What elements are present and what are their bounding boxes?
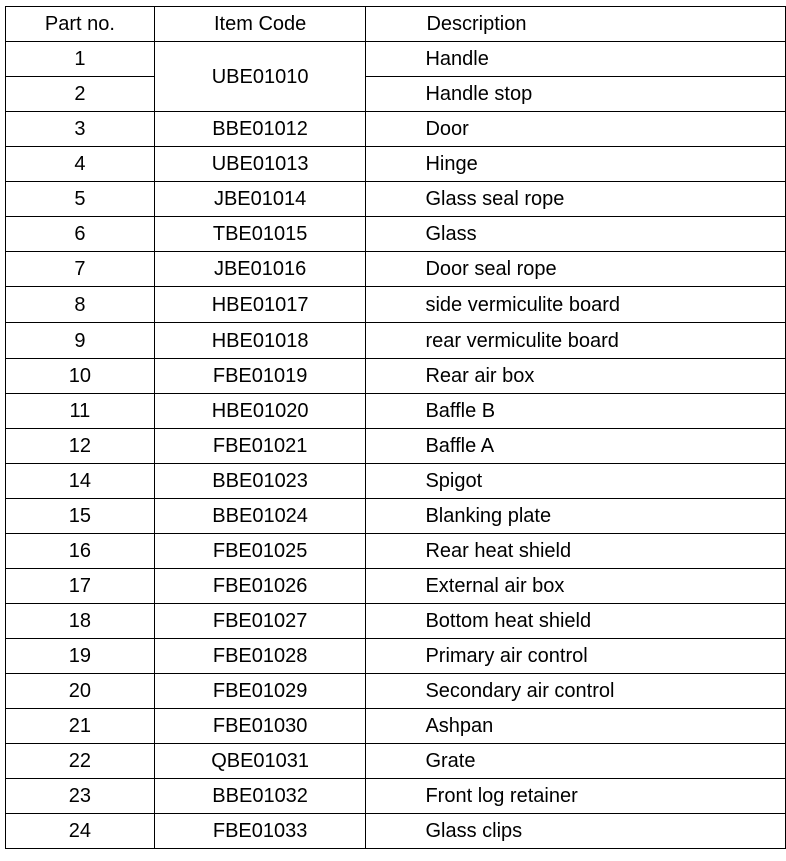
item-code-cell: FBE01029 [154,674,366,709]
table-row [6,359,786,394]
item-code-cell: FBE01027 [154,604,366,639]
description-cell: Glass [366,217,786,252]
table-row [6,779,786,814]
item-code-cell: FBE01025 [154,534,366,569]
description-cell: side vermiculite board [366,287,786,323]
table-row [6,569,786,604]
description-cell: External air box [366,569,786,604]
item-code-cell: BBE01024 [154,499,366,534]
part-no-cell: 12 [6,429,155,464]
description-cell: Bottom heat shield [366,604,786,639]
item-code-cell: HBE01017 [154,287,366,323]
description-cell: Primary air control [366,639,786,674]
part-no-cell: 6 [6,217,155,252]
table-row [6,394,786,429]
part-no-cell: 20 [6,674,155,709]
description-cell: Door [366,112,786,147]
description-cell: Ashpan [366,709,786,744]
item-code-cell: HBE01018 [154,323,366,359]
description-cell: Spigot [366,464,786,499]
part-no-cell: 24 [6,814,155,849]
item-code-cell: HBE01020 [154,394,366,429]
description-cell: Baffle A [366,429,786,464]
table-row [6,323,786,359]
item-code-cell: BBE01012 [154,112,366,147]
header-description: Description [366,7,786,42]
part-no-cell: 23 [6,779,155,814]
part-no-cell: 1 [6,42,155,77]
item-code-cell: FBE01021 [154,429,366,464]
table-row [6,464,786,499]
description-cell: Glass seal rope [366,182,786,217]
item-code-cell: UBE01013 [154,147,366,182]
item-code-cell: JBE01016 [154,252,366,287]
table-row [6,639,786,674]
description-cell: rear vermiculite board [366,323,786,359]
item-code-cell: BBE01023 [154,464,366,499]
description-cell: Handle stop [366,77,786,112]
part-no-cell: 22 [6,744,155,779]
part-no-cell: 21 [6,709,155,744]
item-code-cell: FBE01028 [154,639,366,674]
description-cell: Glass clips [366,814,786,849]
part-no-cell: 18 [6,604,155,639]
part-no-cell: 15 [6,499,155,534]
header-part-no: Part no. [6,7,155,42]
part-no-cell: 4 [6,147,155,182]
table-row [6,112,786,147]
table-row [6,42,786,77]
table-row [6,709,786,744]
table-row [6,77,786,112]
description-cell: Rear heat shield [366,534,786,569]
parts-table [5,6,786,849]
part-no-cell: 17 [6,569,155,604]
description-cell: Door seal rope [366,252,786,287]
description-cell: Rear air box [366,359,786,394]
item-code-cell: QBE01031 [154,744,366,779]
part-no-cell: 7 [6,252,155,287]
description-cell: Baffle B [366,394,786,429]
table-row [6,814,786,849]
table-row [6,217,786,252]
description-cell: Handle [366,42,786,77]
item-code-cell: UBE01010 [154,42,366,112]
part-no-cell: 3 [6,112,155,147]
table-row [6,674,786,709]
header-row [6,7,786,42]
part-no-cell: 2 [6,77,155,112]
part-no-cell: 14 [6,464,155,499]
part-no-cell: 5 [6,182,155,217]
description-cell: Secondary air control [366,674,786,709]
part-no-cell: 9 [6,323,155,359]
table-row [6,182,786,217]
table-row [6,744,786,779]
header-item-code: Item Code [154,7,366,42]
table-row [6,604,786,639]
item-code-cell: FBE01033 [154,814,366,849]
table-row [6,287,786,323]
item-code-cell: TBE01015 [154,217,366,252]
part-no-cell: 8 [6,287,155,323]
item-code-cell: FBE01030 [154,709,366,744]
table-row [6,429,786,464]
description-cell: Blanking plate [366,499,786,534]
table-row [6,252,786,287]
part-no-cell: 11 [6,394,155,429]
part-no-cell: 19 [6,639,155,674]
part-no-cell: 16 [6,534,155,569]
table-row [6,147,786,182]
part-no-cell: 10 [6,359,155,394]
item-code-cell: FBE01019 [154,359,366,394]
description-cell: Front log retainer [366,779,786,814]
item-code-cell: JBE01014 [154,182,366,217]
table-row [6,534,786,569]
table-row [6,499,786,534]
item-code-cell: FBE01026 [154,569,366,604]
description-cell: Hinge [366,147,786,182]
item-code-cell: BBE01032 [154,779,366,814]
description-cell: Grate [366,744,786,779]
